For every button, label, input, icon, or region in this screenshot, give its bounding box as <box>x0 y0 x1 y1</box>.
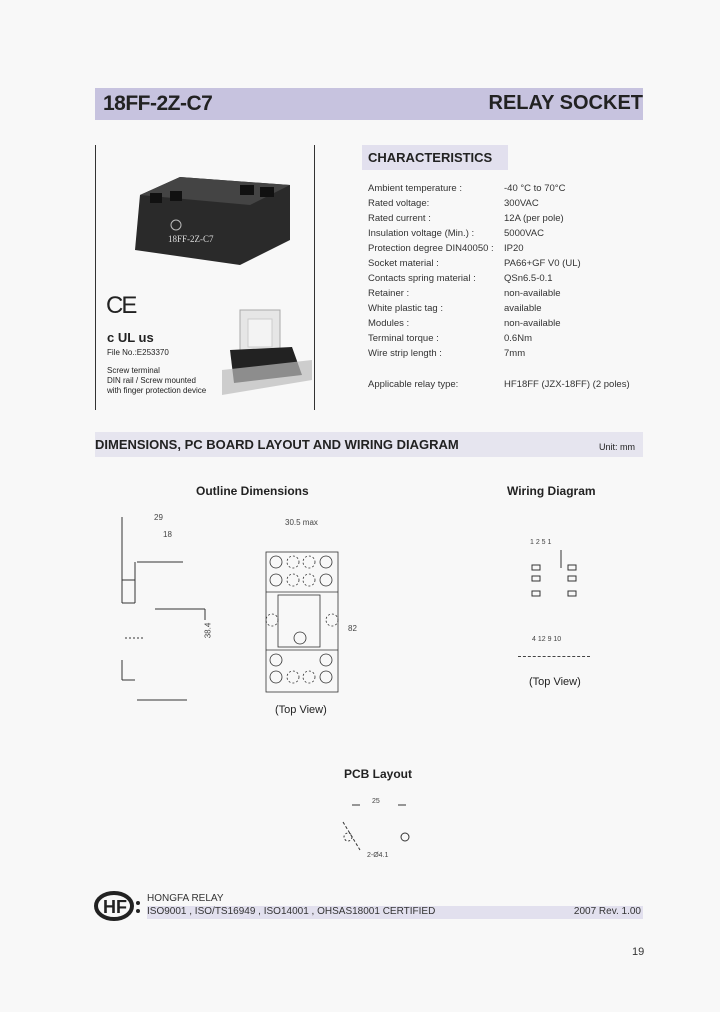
spec-value: PA66+GF V0 (UL) <box>504 258 581 269</box>
spec-label: Wire strip length : <box>368 348 442 359</box>
pcb-layout-title: PCB Layout <box>344 767 413 781</box>
spec-value: non-available <box>504 288 561 299</box>
feature-item: with finger protection device <box>107 386 207 395</box>
spec-value: 7mm <box>504 348 526 359</box>
spec-label: Protection degree DIN40050 : <box>368 243 494 254</box>
characteristics-heading: CHARACTERISTICS <box>362 145 508 170</box>
dimensions-heading: DIMENSIONS, PC BOARD LAYOUT AND WIRING DIAGRAM <box>95 437 459 452</box>
revision: 2007 Rev. 1.00 <box>573 906 641 917</box>
spec-value: 300VAC <box>504 198 539 209</box>
pcb-spacing: 25 <box>372 798 380 805</box>
wiring-diagram <box>525 550 585 600</box>
dimensions-heading-bar <box>95 432 643 457</box>
outline-top-view-caption: (Top View) <box>275 704 327 716</box>
ce-mark: CE <box>106 292 136 319</box>
spec-value: 5000VAC <box>504 228 544 239</box>
product-title: RELAY SOCKET <box>488 92 643 114</box>
wiring-diagram-title: Wiring Diagram <box>507 484 596 498</box>
side-view-drawing <box>115 510 215 710</box>
outline-dimensions-title: Outline Dimensions <box>196 484 309 498</box>
spec-value: -40 °C to 70°C <box>504 183 566 194</box>
pcb-layout-drawing <box>340 800 420 860</box>
certifications: ISO9001 , ISO/TS16949 , ISO14001 , OHSAS18001 CERTIFIED <box>147 906 436 917</box>
spec-label: Rated current : <box>368 213 431 224</box>
spec-value: 12A (per pole) <box>504 213 564 224</box>
spec-label: Contacts spring material : <box>368 273 476 284</box>
company-name: HONGFA RELAY <box>147 893 224 904</box>
dim-30-5-max: 30.5 max <box>285 518 318 527</box>
svg-text:HF: HF <box>103 897 127 917</box>
certification-bar <box>147 906 643 919</box>
spec-value: 0.6Nm <box>504 333 532 344</box>
ul-mark: c UL us <box>107 330 154 345</box>
dim-18: 18 <box>163 530 172 539</box>
title-bar <box>95 88 643 120</box>
spec-label: Applicable relay type: <box>368 379 459 390</box>
pcb-hole-size: 2-Ø4.1 <box>367 852 389 859</box>
spec-label: Retainer : <box>368 288 410 299</box>
spec-label: Rated voltage: <box>368 198 430 209</box>
spec-label: White plastic tag : <box>368 303 443 314</box>
dim-29: 29 <box>154 513 163 522</box>
relay-on-rail-image <box>222 305 312 400</box>
divider-right <box>314 145 315 410</box>
divider-left <box>95 145 96 410</box>
spec-value: available <box>504 303 542 314</box>
feature-item: DIN rail / Screw mounted <box>107 376 196 385</box>
unit-label: Unit: mm <box>599 442 635 452</box>
top-view-drawing <box>264 550 344 700</box>
wiring-top-terminals: 1 2 5 1 <box>530 539 552 546</box>
spec-value: non-available <box>504 318 561 329</box>
socket-label: 18FF-2Z-C7 <box>168 234 214 244</box>
socket-image <box>120 165 310 275</box>
file-number: File No.:E253370 <box>107 348 169 357</box>
spec-value: HF18FF (JZX-18FF) (2 poles) <box>504 379 630 390</box>
spec-label: Terminal torque : <box>368 333 439 344</box>
wiring-top-view-caption: (Top View) <box>529 676 581 688</box>
feature-item: Screw terminal <box>107 366 160 375</box>
wiring-bottom-terminals: 4 12 9 10 <box>532 636 562 643</box>
spec-value: IP20 <box>504 243 524 254</box>
spec-label: Socket material : <box>368 258 439 269</box>
feature-list <box>107 366 206 396</box>
wiring-divider <box>518 656 590 657</box>
spec-value: QSn6.5-0.1 <box>504 273 553 284</box>
dim-38-4: 38.4 <box>203 622 213 639</box>
dim-82: 82 <box>348 624 357 633</box>
page-number: 19 <box>632 946 645 958</box>
spec-label: Modules : <box>368 318 410 329</box>
hongfa-logo <box>94 891 144 921</box>
spec-label: Insulation voltage (Min.) : <box>368 228 475 239</box>
spec-label: Ambient temperature : <box>368 183 462 194</box>
model-title: 18FF-2Z-C7 <box>103 92 213 115</box>
